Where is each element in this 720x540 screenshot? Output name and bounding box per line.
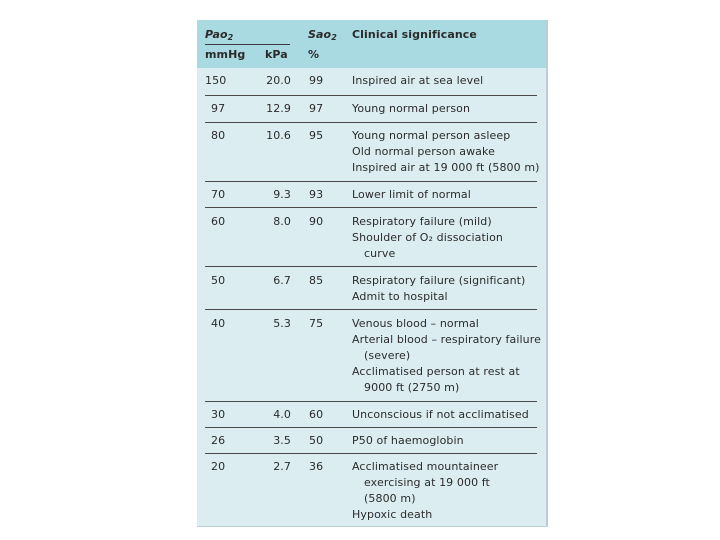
row-significance-line: 9000 ft (2750 m) <box>364 381 460 394</box>
row-mmhg: 70 <box>211 188 226 201</box>
row-kpa: 9.3 <box>273 188 291 201</box>
row-kpa: 3.5 <box>273 434 291 447</box>
row-significance-line: Shoulder of O₂ dissociation <box>352 231 503 244</box>
row-kpa: 12.9 <box>266 102 291 115</box>
row-separator <box>205 309 537 310</box>
row-separator <box>205 207 537 208</box>
row-sao2: 93 <box>309 188 324 201</box>
row-separator <box>205 181 537 182</box>
row-significance-line: (severe) <box>364 349 411 362</box>
kpa-header: kPa <box>265 48 288 61</box>
row-sao2: 85 <box>309 274 324 287</box>
row-separator <box>205 427 537 428</box>
row-separator <box>205 401 537 402</box>
row-sao2: 90 <box>309 215 324 228</box>
row-sao2: 95 <box>309 129 324 142</box>
row-kpa: 10.6 <box>266 129 291 142</box>
row-sao2: 99 <box>309 74 324 87</box>
row-significance-line: Arterial blood – respiratory failure <box>352 333 541 346</box>
row-kpa: 8.0 <box>273 215 291 228</box>
row-separator <box>205 453 537 454</box>
clinical-significance-header: Clinical significance <box>352 28 477 41</box>
row-sao2: 36 <box>309 460 324 473</box>
row-separator <box>205 266 537 267</box>
row-significance-line: Venous blood – normal <box>352 317 479 330</box>
row-kpa: 4.0 <box>273 408 291 421</box>
row-significance: Inspired air at sea level <box>352 74 484 87</box>
percent-header: % <box>308 48 320 61</box>
row-kpa: 2.7 <box>273 460 291 473</box>
row-separator <box>205 95 537 96</box>
row-mmhg: 20 <box>211 460 226 473</box>
row-mmhg: 30 <box>211 408 226 421</box>
row-mmhg: 26 <box>211 434 226 447</box>
pao2-underline <box>205 44 290 45</box>
row-significance-line: (5800 m) <box>364 492 416 505</box>
row-mmhg: 80 <box>211 129 226 142</box>
row-mmhg: 60 <box>211 215 226 228</box>
row-mmhg: 150 <box>205 74 227 87</box>
row-mmhg: 50 <box>211 274 226 287</box>
row-significance: P50 of haemoglobin <box>352 434 464 447</box>
row-significance-line: Old normal person awake <box>352 145 495 158</box>
row-kpa: 6.7 <box>273 274 291 287</box>
pao2-header: Pao$_2$ <box>205 28 234 42</box>
row-significance-line: Hypoxic death <box>352 508 433 521</box>
row-significance-line: exercising at 19 000 ft <box>364 476 490 489</box>
row-significance-line: Acclimatised person at rest at <box>352 365 520 378</box>
row-kpa: 20.0 <box>266 74 291 87</box>
row-significance-line: Acclimatised mountaineer <box>352 460 499 473</box>
row-significance-line: Inspired air at 19 000 ft (5800 m) <box>352 161 540 174</box>
row-sao2: 75 <box>309 317 324 330</box>
row-sao2: 60 <box>309 408 324 421</box>
oxygen-table <box>197 20 548 527</box>
row-significance-line: Young normal person asleep <box>352 129 511 142</box>
table-header <box>197 20 546 68</box>
row-sao2: 50 <box>309 434 324 447</box>
row-separator <box>205 122 537 123</box>
mmhg-header: mmHg <box>205 48 246 61</box>
sao2-header: Sao$_2$ <box>308 28 337 42</box>
row-mmhg: 97 <box>211 102 226 115</box>
row-significance: Young normal person <box>352 102 471 115</box>
row-mmhg: 40 <box>211 317 226 330</box>
row-significance: Unconscious if not acclimatised <box>352 408 529 421</box>
row-significance-line: Respiratory failure (significant) <box>352 274 526 287</box>
row-kpa: 5.3 <box>273 317 291 330</box>
row-significance-line: Admit to hospital <box>352 290 448 303</box>
row-sao2: 97 <box>309 102 324 115</box>
row-significance: Lower limit of normal <box>352 188 471 201</box>
row-significance-line: curve <box>364 247 396 260</box>
row-significance-line: Respiratory failure (mild) <box>352 215 492 228</box>
